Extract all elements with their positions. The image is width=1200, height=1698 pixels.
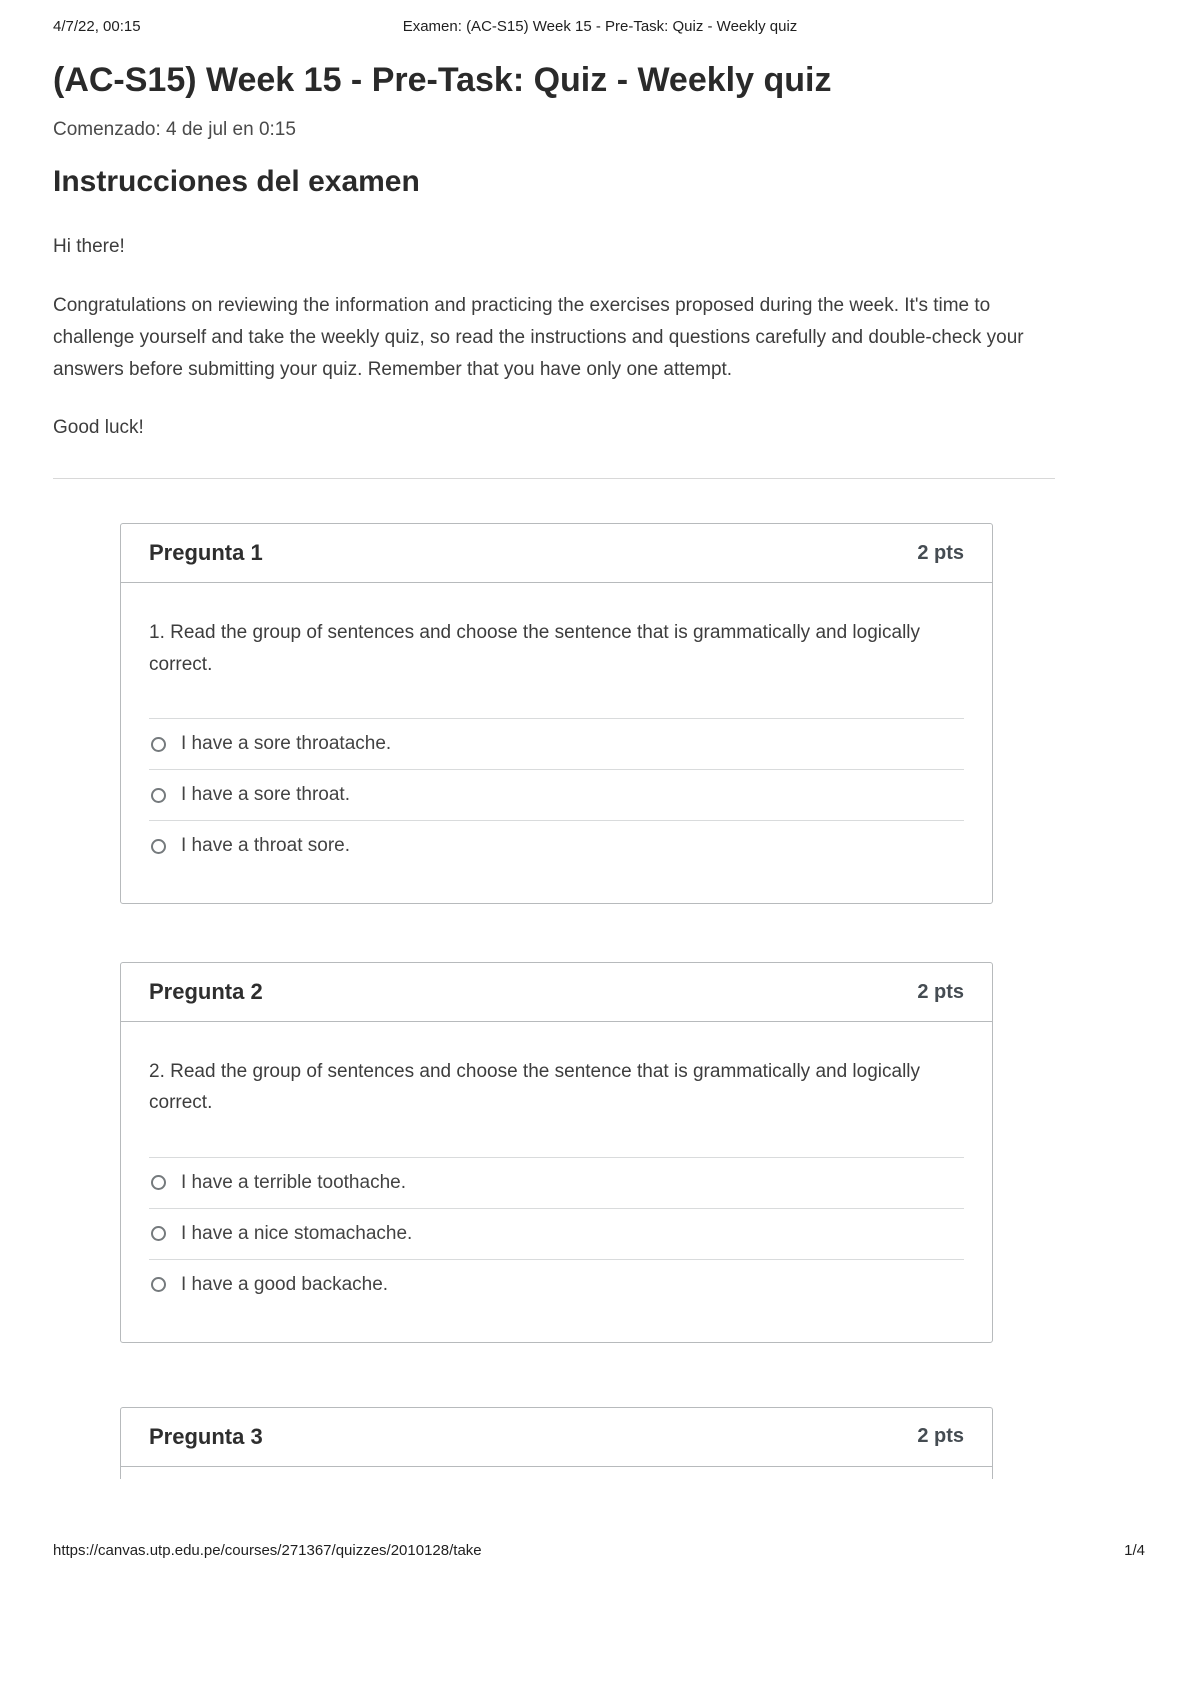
- question-3-title: Pregunta 3: [149, 1423, 263, 1449]
- option-label: I have a throat sore.: [181, 835, 350, 857]
- question-1-prompt: 1. Read the group of sentences and choose the sentence that is grammatically and logically correct.: [149, 622, 921, 675]
- radio-button-icon[interactable]: [151, 1277, 166, 1292]
- question-2-body: [121, 1022, 992, 1342]
- print-header: [0, 18, 1200, 40]
- question-1-title: Pregunta 1: [149, 540, 263, 566]
- question-1-header: [121, 524, 992, 583]
- question-1-points: 2 pts: [917, 541, 964, 564]
- quiz-title: (AC-S15) Week 15 - Pre-Task: Quiz - Weekly quiz: [53, 61, 832, 99]
- answer-option[interactable]: [149, 1259, 964, 1310]
- print-title: Examen: (AC-S15) Week 15 - Pre-Task: Quiz - Weekly quiz: [402, 18, 798, 35]
- option-label: I have a sore throatache.: [181, 733, 392, 755]
- answer-option[interactable]: [149, 769, 964, 820]
- option-label: I have a terrible toothache.: [181, 1171, 406, 1193]
- radio-button-icon[interactable]: [151, 788, 166, 803]
- option-label: I have a good backache.: [181, 1273, 389, 1295]
- goodluck-text: Good luck!: [53, 417, 144, 439]
- option-label: I have a nice stomachache.: [181, 1222, 413, 1244]
- greeting-text: Hi there!: [53, 235, 125, 257]
- question-card-2: [120, 962, 993, 1343]
- answer-option[interactable]: [149, 1157, 964, 1208]
- divider: [53, 478, 1055, 479]
- question-1-options: [149, 718, 964, 871]
- question-2-header: [121, 963, 992, 1022]
- quiz-started-at: Comenzado: 4 de jul en 0:15: [53, 118, 296, 140]
- radio-button-icon[interactable]: [151, 737, 166, 752]
- question-2-prompt: 2. Read the group of sentences and choose the sentence that is grammatically and logically correct.: [149, 1061, 921, 1114]
- instructions-text: Congratulations on reviewing the information and practicing the exercises proposed during the week. It's time to challenge yourself and take the weekly quiz, so read the instructions and questions carefully and double-check your answers before submitting your quiz. Remember that you have only one attempt.: [53, 294, 1024, 380]
- question-2-options: [149, 1157, 964, 1310]
- radio-button-icon[interactable]: [151, 1226, 166, 1241]
- print-footer: [53, 1542, 1145, 1559]
- question-card-3: [120, 1407, 993, 1479]
- instructions-heading: Instrucciones del examen: [53, 164, 420, 198]
- answer-option[interactable]: [149, 1208, 964, 1259]
- print-footer-url: https://canvas.utp.edu.pe/courses/271367/quizzes/2010128/take: [53, 1542, 482, 1559]
- question-2-points: 2 pts: [917, 980, 964, 1003]
- answer-option[interactable]: [149, 820, 964, 871]
- radio-button-icon[interactable]: [151, 1175, 166, 1190]
- question-3-header: [121, 1408, 992, 1467]
- option-label: I have a sore throat.: [181, 784, 350, 806]
- print-timestamp: 4/7/22, 00:15: [53, 18, 141, 35]
- question-1-body: [121, 583, 992, 903]
- radio-button-icon[interactable]: [151, 839, 166, 854]
- print-footer-page-number: 1/4: [1124, 1542, 1145, 1559]
- question-2-title: Pregunta 2: [149, 979, 263, 1005]
- question-card-1: [120, 523, 993, 904]
- question-3-points: 2 pts: [917, 1425, 964, 1448]
- answer-option[interactable]: [149, 718, 964, 769]
